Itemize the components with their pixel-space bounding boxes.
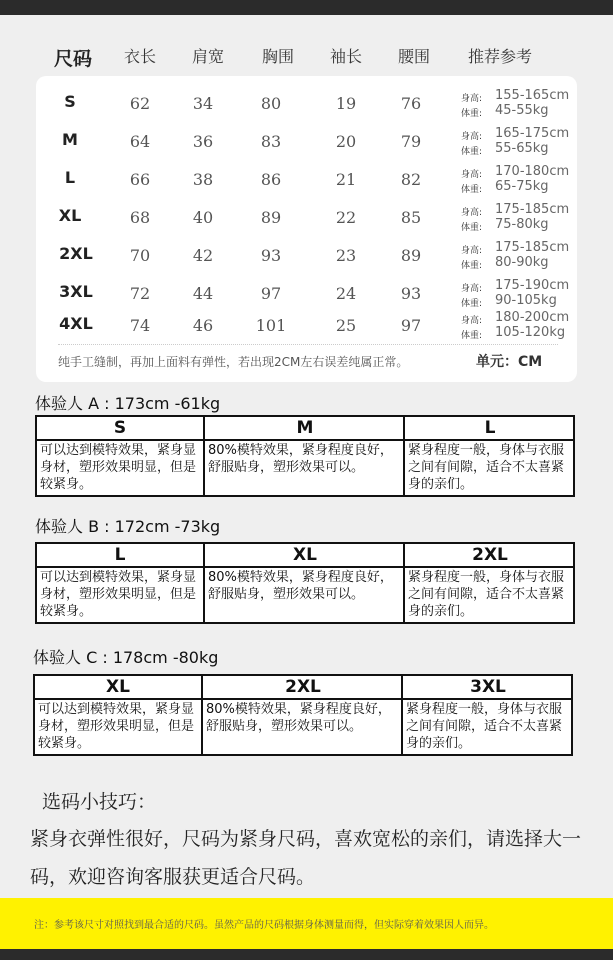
chest-value: 101 — [255, 316, 287, 335]
fit-size: M — [205, 417, 405, 441]
bottom-bar — [0, 949, 613, 960]
waist-value: 93 — [400, 284, 422, 303]
weight-label: 体重: — [461, 147, 483, 157]
fit-size: S — [37, 417, 203, 441]
fit-column — [401, 676, 573, 754]
height-label: 身高: — [461, 208, 483, 218]
tester-a-label: 体验人 A : 173cm -61kg — [35, 394, 221, 413]
waist-value: 89 — [400, 246, 422, 265]
header-size: 尺码 — [54, 48, 93, 70]
footer-note: 注：参考该尺寸对照找到最合适的尺码。虽然产品的尺码根据身体测量而得，但实际穿着效果因人而异。 — [34, 920, 494, 931]
size-label: 3XL — [59, 282, 93, 301]
tolerance-note: 纯手工缝制，再加上面料有弹性，若出现2CM左右误差纯属正常。 — [58, 355, 409, 369]
waist-value: 76 — [400, 94, 422, 113]
height-label: 身高: — [461, 170, 483, 180]
recommendation — [461, 310, 577, 340]
size-row — [36, 86, 577, 122]
weight-range: 55-65kg — [495, 141, 549, 156]
fit-column — [35, 676, 201, 754]
height-range: 170-180cm — [495, 164, 570, 179]
weight-label: 体重: — [461, 109, 483, 119]
size-row — [36, 162, 577, 198]
fit-description: 紧身程度一般，身体与衣服之间有间隙，适合不太喜紧身的亲们。 — [408, 443, 565, 492]
fit-description: 可以达到模特效果，紧身显身材，塑形效果明显，但是较紧身。 — [40, 570, 197, 619]
fit-column — [37, 417, 203, 495]
sleeve-value: 22 — [335, 208, 357, 227]
recommendation — [461, 164, 577, 194]
chest-value: 93 — [260, 246, 282, 265]
fit-size: XL — [35, 676, 201, 700]
fit-size: 2XL — [405, 544, 575, 568]
size-table-header — [0, 44, 613, 70]
length-value: 62 — [129, 94, 151, 113]
notice-bar — [0, 898, 613, 949]
sleeve-value: 23 — [335, 246, 357, 265]
header-sleeve: 袖长 — [330, 47, 363, 66]
chest-value: 97 — [260, 284, 282, 303]
shoulder-value: 42 — [192, 246, 214, 265]
fit-size: L — [37, 544, 203, 568]
fit-column — [201, 676, 403, 754]
length-value: 66 — [129, 170, 151, 189]
height-range: 175-185cm — [495, 202, 570, 217]
fit-column — [403, 544, 575, 622]
tester-b-table — [35, 542, 575, 624]
recommendation — [461, 88, 577, 118]
height-label: 身高: — [461, 246, 483, 256]
fit-description: 80%模特效果，紧身程度良好，舒服贴身，塑形效果可以。 — [208, 443, 393, 475]
sleeve-value: 21 — [335, 170, 357, 189]
chest-value: 80 — [260, 94, 282, 113]
shoulder-value: 44 — [192, 284, 214, 303]
size-table-card — [36, 76, 577, 382]
waist-value: 97 — [400, 316, 422, 335]
fit-description: 紧身程度一般，身体与衣服之间有间隙，适合不太喜紧身的亲们。 — [408, 570, 565, 619]
header-shoulder: 肩宽 — [192, 47, 225, 66]
shoulder-value: 38 — [192, 170, 214, 189]
header-recommend: 推荐参考 — [468, 47, 533, 66]
height-label: 身高: — [461, 132, 483, 142]
weight-range: 45-55kg — [495, 103, 549, 118]
height-range: 155-165cm — [495, 88, 570, 103]
header-chest: 胸围 — [262, 47, 295, 66]
fit-column — [203, 417, 405, 495]
fit-description: 可以达到模特效果，紧身显身材，塑形效果明显，但是较紧身。 — [40, 443, 197, 492]
fit-column — [403, 417, 575, 495]
fit-size: 2XL — [203, 676, 403, 700]
weight-range: 65-75kg — [495, 179, 549, 194]
size-row — [36, 308, 577, 344]
tester-c-label: 体验人 C : 178cm -80kg — [33, 648, 219, 667]
shoulder-value: 40 — [192, 208, 214, 227]
fit-column — [203, 544, 405, 622]
recommendation — [461, 240, 577, 270]
sleeve-value: 25 — [335, 316, 357, 335]
height-label: 身高: — [461, 284, 483, 294]
length-value: 72 — [129, 284, 151, 303]
tester-a-table — [35, 415, 575, 497]
height-label: 身高: — [461, 316, 483, 326]
length-value: 74 — [129, 316, 151, 335]
sleeve-value: 19 — [335, 94, 357, 113]
weight-label: 体重: — [461, 331, 483, 341]
top-bar — [0, 0, 613, 15]
recommendation — [461, 278, 577, 308]
size-label: M — [62, 130, 78, 149]
fit-description: 可以达到模特效果，紧身显身材，塑形效果明显，但是较紧身。 — [38, 702, 195, 751]
fit-size: XL — [205, 544, 405, 568]
size-label: 2XL — [59, 244, 93, 263]
shoulder-value: 46 — [192, 316, 214, 335]
weight-range: 105-120kg — [495, 325, 566, 340]
weight-label: 体重: — [461, 261, 483, 271]
fit-size: 3XL — [403, 676, 573, 700]
fit-description: 80%模特效果，紧身程度良好，舒服贴身，塑形效果可以。 — [208, 570, 393, 602]
tester-b-label: 体验人 B : 172cm -73kg — [35, 517, 221, 536]
chest-value: 86 — [260, 170, 282, 189]
chest-value: 83 — [260, 132, 282, 151]
sleeve-value: 24 — [335, 284, 357, 303]
weight-range: 80-90kg — [495, 255, 549, 270]
header-length: 衣长 — [124, 47, 157, 66]
chest-value: 89 — [260, 208, 282, 227]
shoulder-value: 36 — [192, 132, 214, 151]
size-label: 4XL — [59, 314, 93, 333]
unit-label: 单元：CM — [476, 354, 543, 370]
height-range: 165-175cm — [495, 126, 570, 141]
weight-label: 体重: — [461, 299, 483, 309]
size-label: L — [64, 168, 76, 187]
tester-c-table — [33, 674, 573, 756]
length-value: 68 — [129, 208, 151, 227]
weight-range: 75-80kg — [495, 217, 549, 232]
fit-size: L — [405, 417, 575, 441]
height-range: 175-185cm — [495, 240, 570, 255]
weight-range: 90-105kg — [495, 293, 557, 308]
size-label: XL — [58, 206, 82, 225]
size-label: S — [64, 92, 76, 111]
fit-column — [37, 544, 203, 622]
tips-title: 选码小技巧： — [42, 791, 157, 813]
weight-label: 体重: — [461, 185, 483, 195]
fit-description: 紧身程度一般，身体与衣服之间有间隙，适合不太喜紧身的亲们。 — [406, 702, 563, 751]
waist-value: 85 — [400, 208, 422, 227]
size-row — [36, 124, 577, 160]
height-range: 175-190cm — [495, 278, 570, 293]
fit-description: 80%模特效果，紧身程度良好，舒服贴身，塑形效果可以。 — [206, 702, 391, 734]
sleeve-value: 20 — [335, 132, 357, 151]
recommendation — [461, 202, 577, 232]
waist-value: 82 — [400, 170, 422, 189]
waist-value: 79 — [400, 132, 422, 151]
size-row — [36, 200, 577, 236]
height-label: 身高: — [461, 94, 483, 104]
length-value: 70 — [129, 246, 151, 265]
tips-text: 紧身衣弹性很好，尺码为紧身尺码，喜欢宽松的亲们，请选择大一码，欢迎咨询客服获更适合尺码。 — [30, 828, 582, 888]
size-row — [36, 276, 577, 312]
size-row — [36, 238, 577, 274]
divider — [58, 344, 558, 345]
header-waist: 腰围 — [398, 47, 431, 66]
shoulder-value: 34 — [192, 94, 214, 113]
recommendation — [461, 126, 577, 156]
length-value: 64 — [129, 132, 151, 151]
height-range: 180-200cm — [495, 310, 570, 325]
weight-label: 体重: — [461, 223, 483, 233]
